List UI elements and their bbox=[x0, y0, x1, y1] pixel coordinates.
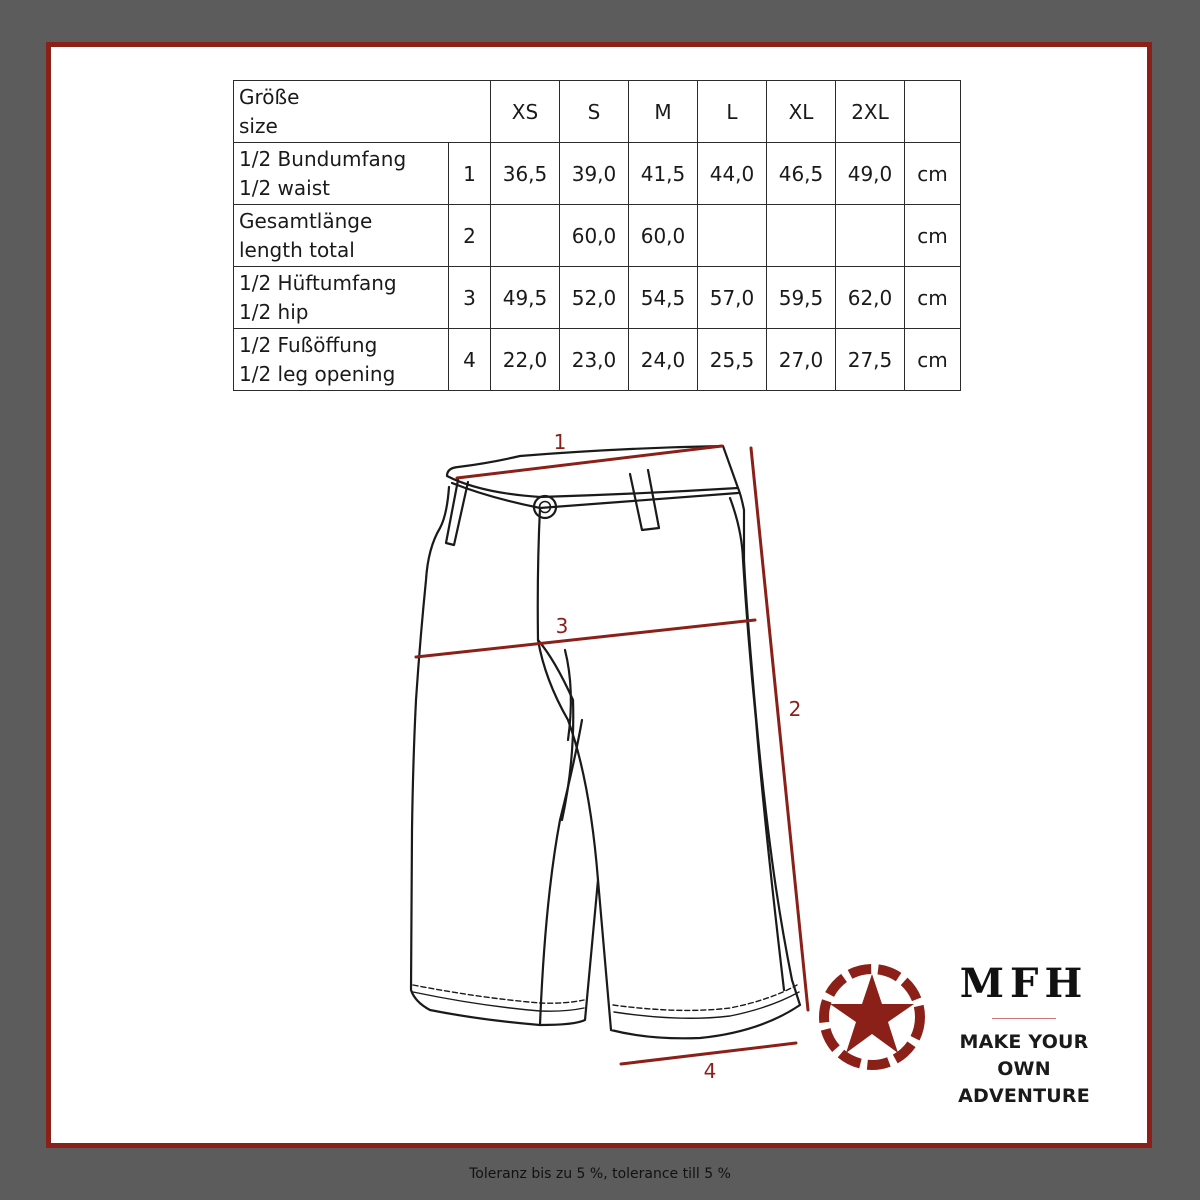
hip-measure-label: 3 bbox=[555, 614, 569, 638]
row-label-en: 1/2 hip bbox=[239, 299, 309, 324]
table-cell: 27,0 bbox=[767, 329, 836, 391]
table-cell: 41,5 bbox=[629, 143, 698, 205]
slogan-line-2: ADVENTURE bbox=[958, 1085, 1090, 1107]
row-unit: cm bbox=[905, 267, 961, 329]
size-s-header: S bbox=[560, 81, 629, 143]
row-number: 1 bbox=[449, 143, 491, 205]
table-cell: 25,5 bbox=[698, 329, 767, 391]
tolerance-note: Toleranz bis zu 5 %, tolerance till 5 % bbox=[469, 1166, 731, 1182]
table-cell: 62,0 bbox=[836, 267, 905, 329]
slogan-line-1: MAKE YOUR OWN bbox=[959, 1031, 1089, 1080]
size-xs-header: XS bbox=[491, 81, 560, 143]
row-label-de: 1/2 Fußöffung bbox=[239, 332, 378, 357]
row-label-en: 1/2 waist bbox=[239, 175, 330, 200]
shorts-outline bbox=[411, 446, 800, 1038]
size-l-header: L bbox=[698, 81, 767, 143]
table-cell: 59,5 bbox=[767, 267, 836, 329]
table-cell: 39,0 bbox=[560, 143, 629, 205]
row-label-de: 1/2 Bundumfang bbox=[239, 146, 407, 171]
row-number: 2 bbox=[449, 205, 491, 267]
table-cell: 23,0 bbox=[560, 329, 629, 391]
row-unit: cm bbox=[905, 329, 961, 391]
leg-opening-measure-label: 4 bbox=[703, 1059, 717, 1083]
size-label-de: Größe bbox=[239, 84, 300, 109]
measurement-lines bbox=[416, 446, 808, 1064]
table-cell: 27,5 bbox=[836, 329, 905, 391]
row-label-en: 1/2 leg opening bbox=[239, 361, 396, 386]
row-label-de: Gesamtlänge bbox=[239, 208, 373, 233]
length-measure-line bbox=[751, 448, 808, 1010]
size-label-en: size bbox=[239, 113, 278, 138]
hip-measure-line bbox=[416, 620, 755, 657]
length-measure-label: 2 bbox=[788, 697, 802, 721]
table-cell: 60,0 bbox=[629, 205, 698, 267]
size-xl-header: XL bbox=[767, 81, 836, 143]
row-label-de: 1/2 Hüftumfang bbox=[239, 270, 397, 295]
table-cell: 49,5 bbox=[491, 267, 560, 329]
brand-block bbox=[934, 958, 1114, 1110]
table-cell: 52,0 bbox=[560, 267, 629, 329]
table-cell: 46,5 bbox=[767, 143, 836, 205]
table-cell: 22,0 bbox=[491, 329, 560, 391]
table-cell: 60,0 bbox=[560, 205, 629, 267]
table-cell: 49,0 bbox=[836, 143, 905, 205]
waist-measure-label: 1 bbox=[553, 430, 567, 454]
row-label-en: length total bbox=[239, 237, 355, 262]
table-cell: 36,5 bbox=[491, 143, 560, 205]
logo-divider bbox=[992, 1018, 1056, 1019]
row-number: 4 bbox=[449, 329, 491, 391]
size-m-header: M bbox=[629, 81, 698, 143]
table-cell: 44,0 bbox=[698, 143, 767, 205]
table-cell: 57,0 bbox=[698, 267, 767, 329]
row-number: 3 bbox=[449, 267, 491, 329]
star-logo-icon bbox=[824, 969, 920, 1065]
size-2xl-header: 2XL bbox=[836, 81, 905, 143]
row-unit: cm bbox=[905, 205, 961, 267]
brand-name: MFH bbox=[959, 960, 1089, 1007]
table-cell: 24,0 bbox=[629, 329, 698, 391]
row-unit: cm bbox=[905, 143, 961, 205]
table-cell: 54,5 bbox=[629, 267, 698, 329]
